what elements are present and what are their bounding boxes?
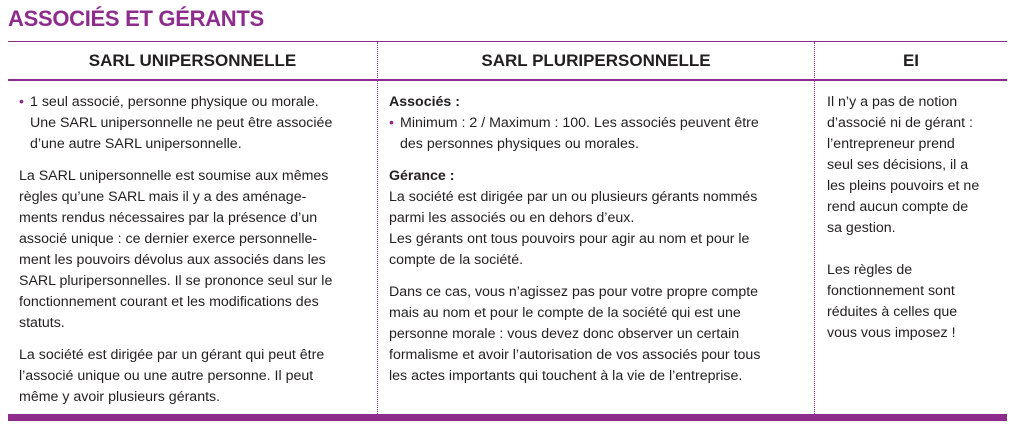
text-line: mais au nom et pour le compte de la société qui est une bbox=[389, 305, 741, 321]
bullet-item bbox=[389, 113, 809, 155]
paragraph bbox=[389, 187, 809, 271]
header-rule bbox=[8, 79, 1007, 81]
text-line: fonctionnement courant et les modifications des bbox=[19, 294, 319, 310]
paragraph bbox=[19, 345, 371, 408]
text-line: même y avoir plusieurs gérants. bbox=[19, 389, 221, 405]
page-title: ASSOCIÉS ET GÉRANTS bbox=[8, 6, 264, 31]
text-line: les pleins pouvoirs et ne bbox=[827, 178, 980, 194]
text-line: Minimum : 2 / Maximum : 100. Les associés peuvent être bbox=[400, 115, 759, 131]
text-line: d’une autre SARL unipersonnelle. bbox=[30, 136, 242, 152]
text-line: rend aucun compte de bbox=[827, 199, 969, 215]
text-line: des personnes physiques ou morales. bbox=[400, 136, 639, 152]
text-line: Une SARL unipersonnelle ne peut être associée bbox=[30, 115, 333, 131]
text-line: ments rendus nécessaires par la présence d’un bbox=[19, 210, 318, 226]
bullet-icon: • bbox=[389, 115, 394, 131]
text-line: compte de la société. bbox=[389, 252, 524, 268]
header-sarl-unipersonnelle: SARL UNIPERSONNELLE bbox=[88, 51, 297, 70]
text-line: Les règles de bbox=[827, 262, 913, 278]
column-ei bbox=[827, 92, 1005, 344]
column-divider bbox=[814, 42, 815, 414]
text-line: l’entrepreneur prend bbox=[827, 136, 955, 152]
text-line: d’associé ni de gérant : bbox=[827, 115, 973, 131]
text-line: La société est dirigée par un ou plusieurs gérants nommés bbox=[389, 189, 758, 205]
text-line: sa gestion. bbox=[827, 220, 896, 236]
text-line: seul ses décisions, il a bbox=[827, 157, 969, 173]
label-associes: Associés : bbox=[389, 94, 460, 110]
text-line: La SARL unipersonnelle est soumise aux mêmes bbox=[19, 168, 329, 184]
text-line: Les gérants ont tous pouvoirs pour agir au nom et pour le bbox=[389, 231, 750, 247]
header-sarl-pluripersonnelle: SARL PLURIPERSONNELLE bbox=[481, 51, 711, 70]
text-line: l’associé unique ou une autre personne. Il peut bbox=[19, 368, 314, 384]
header-ei: EI bbox=[902, 51, 920, 70]
text-line: personne morale : vous devez donc observer un certain bbox=[389, 326, 740, 342]
text-line: La société est dirigée par un gérant qui peut être bbox=[19, 347, 325, 363]
text-line: Il n’y a pas de notion bbox=[827, 94, 958, 110]
text-line: ment les pouvoirs dévolus aux associés dans les bbox=[19, 252, 326, 268]
text-line: 1 seul associé, personne physique ou morale. bbox=[30, 94, 319, 110]
text-line: les actes importants qui touchent à la vie de l’entreprise. bbox=[389, 368, 743, 384]
paragraph bbox=[827, 260, 1005, 344]
paragraph bbox=[19, 166, 371, 334]
bottom-rule bbox=[8, 414, 1007, 421]
bullet-item bbox=[19, 92, 371, 155]
column-divider bbox=[377, 42, 378, 414]
bullet-icon: • bbox=[19, 94, 24, 110]
column-sarl-unipersonnelle bbox=[19, 92, 371, 408]
column-sarl-pluripersonnelle bbox=[389, 92, 809, 387]
text-line: vous vous imposez ! bbox=[827, 325, 956, 341]
paragraph bbox=[827, 92, 1005, 239]
text-line: SARL pluripersonnelles. Il se prononce seul sur le bbox=[19, 273, 333, 289]
text-line: réduites à celles que bbox=[827, 304, 958, 320]
paragraph bbox=[389, 282, 809, 387]
label-gerance: Gérance : bbox=[389, 168, 455, 184]
text-line: fonctionnement sont bbox=[827, 283, 955, 299]
text-line: parmi les associés ou en dehors d’eux. bbox=[389, 210, 635, 226]
text-line: associé unique : ce dernier exerce personnelle- bbox=[19, 231, 318, 247]
text-line: règles qu’une SARL mais il y a des aménage- bbox=[19, 189, 307, 205]
text-line: formalisme et avoir l’autorisation de vos associés pour tous bbox=[389, 347, 761, 363]
text-line: statuts. bbox=[19, 315, 65, 331]
text-line: Dans ce cas, vous n’agissez pas pour votre propre compte bbox=[389, 284, 759, 300]
